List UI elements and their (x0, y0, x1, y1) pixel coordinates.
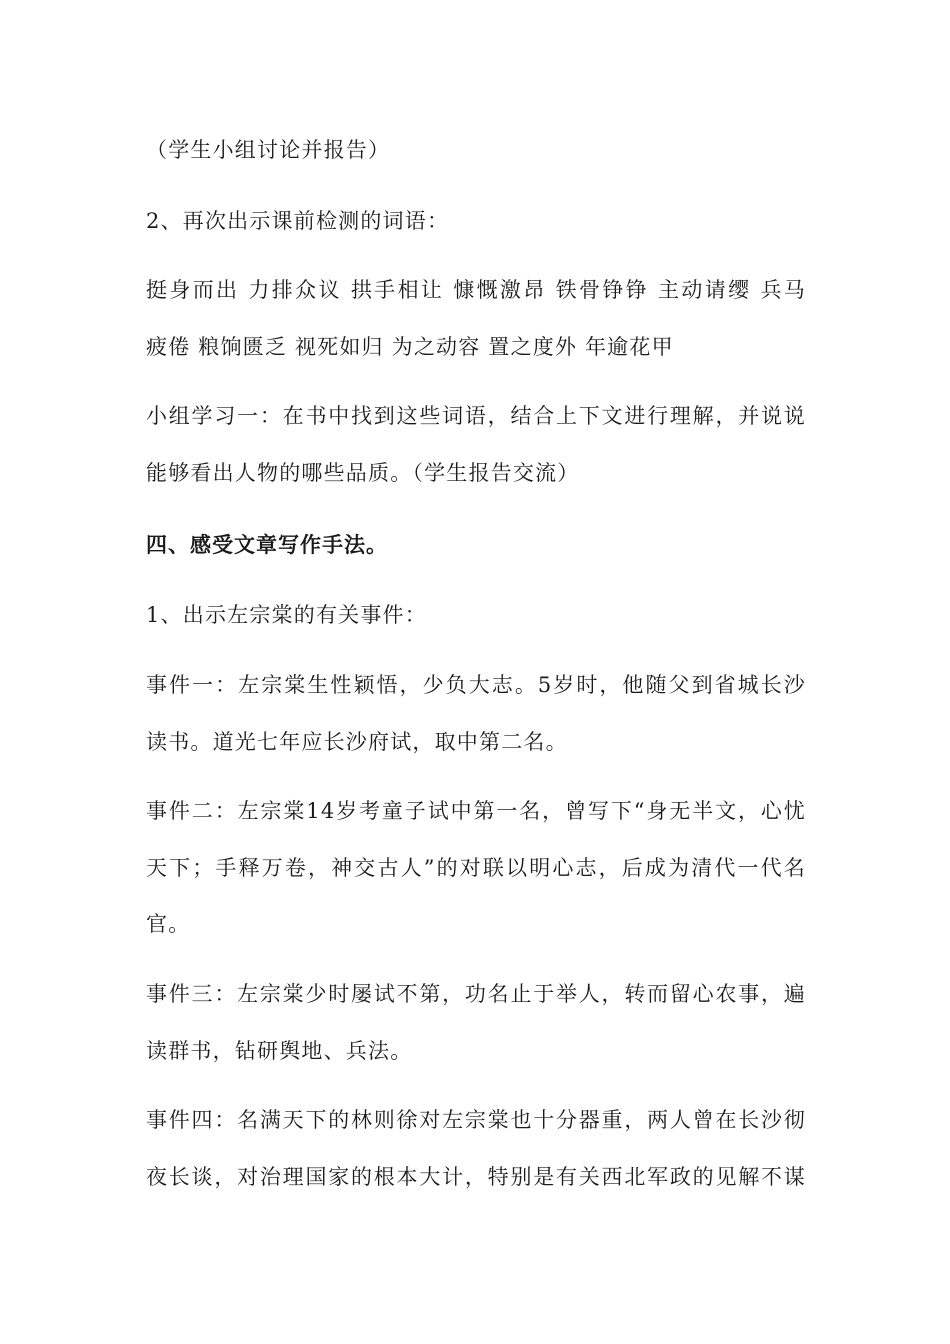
events-intro: 1、出示左宗棠的有关事件： (146, 603, 427, 627)
vocab-list-line-1: 挺身而出 力排众议 拱手相让 慷慨激昂 铁骨铮铮 主动请缨 兵马 (146, 278, 806, 302)
event-three-line-1: 事件三：左宗棠少时屡试不第，功名止于举人，转而留心农事，遍 (146, 982, 806, 1006)
group-study-line-1: 小组学习一：在书中找到这些词语，结合上下文进行理解，并说说 (146, 404, 806, 428)
event-three-line-2: 读群书，钻研舆地、兵法。 (146, 1039, 413, 1063)
student-discussion-note: （学生小组讨论并报告） (146, 138, 391, 162)
event-four-line-2: 夜长谈，对治理国家的根本大计，特别是有关西北军政的见解不谋 (146, 1165, 806, 1189)
event-two-line-1: 事件二：左宗棠14岁考童子试中第一名，曾写下“身无半文，心忧 (146, 799, 806, 823)
event-one-line-1: 事件一：左宗棠生性颖悟，少负大志。5岁时，他随父到省城长沙 (146, 673, 806, 697)
event-four-line-1: 事件四：名满天下的林则徐对左宗棠也十分器重，两人曾在长沙彻 (146, 1108, 806, 1132)
group-study-line-2: 能够看出人物的哪些品质。（学生报告交流） (146, 461, 580, 485)
event-two-line-3: 官。 (146, 912, 191, 936)
vocab-review-heading: 2、再次出示课前检测的词语： (146, 209, 450, 233)
event-two-line-2: 天下；手释万卷，神交古人”的对联以明心志，后成为清代一代名 (146, 856, 806, 880)
section-four-heading: 四、感受文章写作手法。 (146, 533, 388, 557)
vocab-list-line-2: 疲倦 粮饷匮乏 视死如归 为之动容 置之度外 年逾花甲 (146, 335, 674, 359)
event-one-line-2: 读书。道光七年应长沙府试，取中第二名。 (146, 730, 568, 754)
